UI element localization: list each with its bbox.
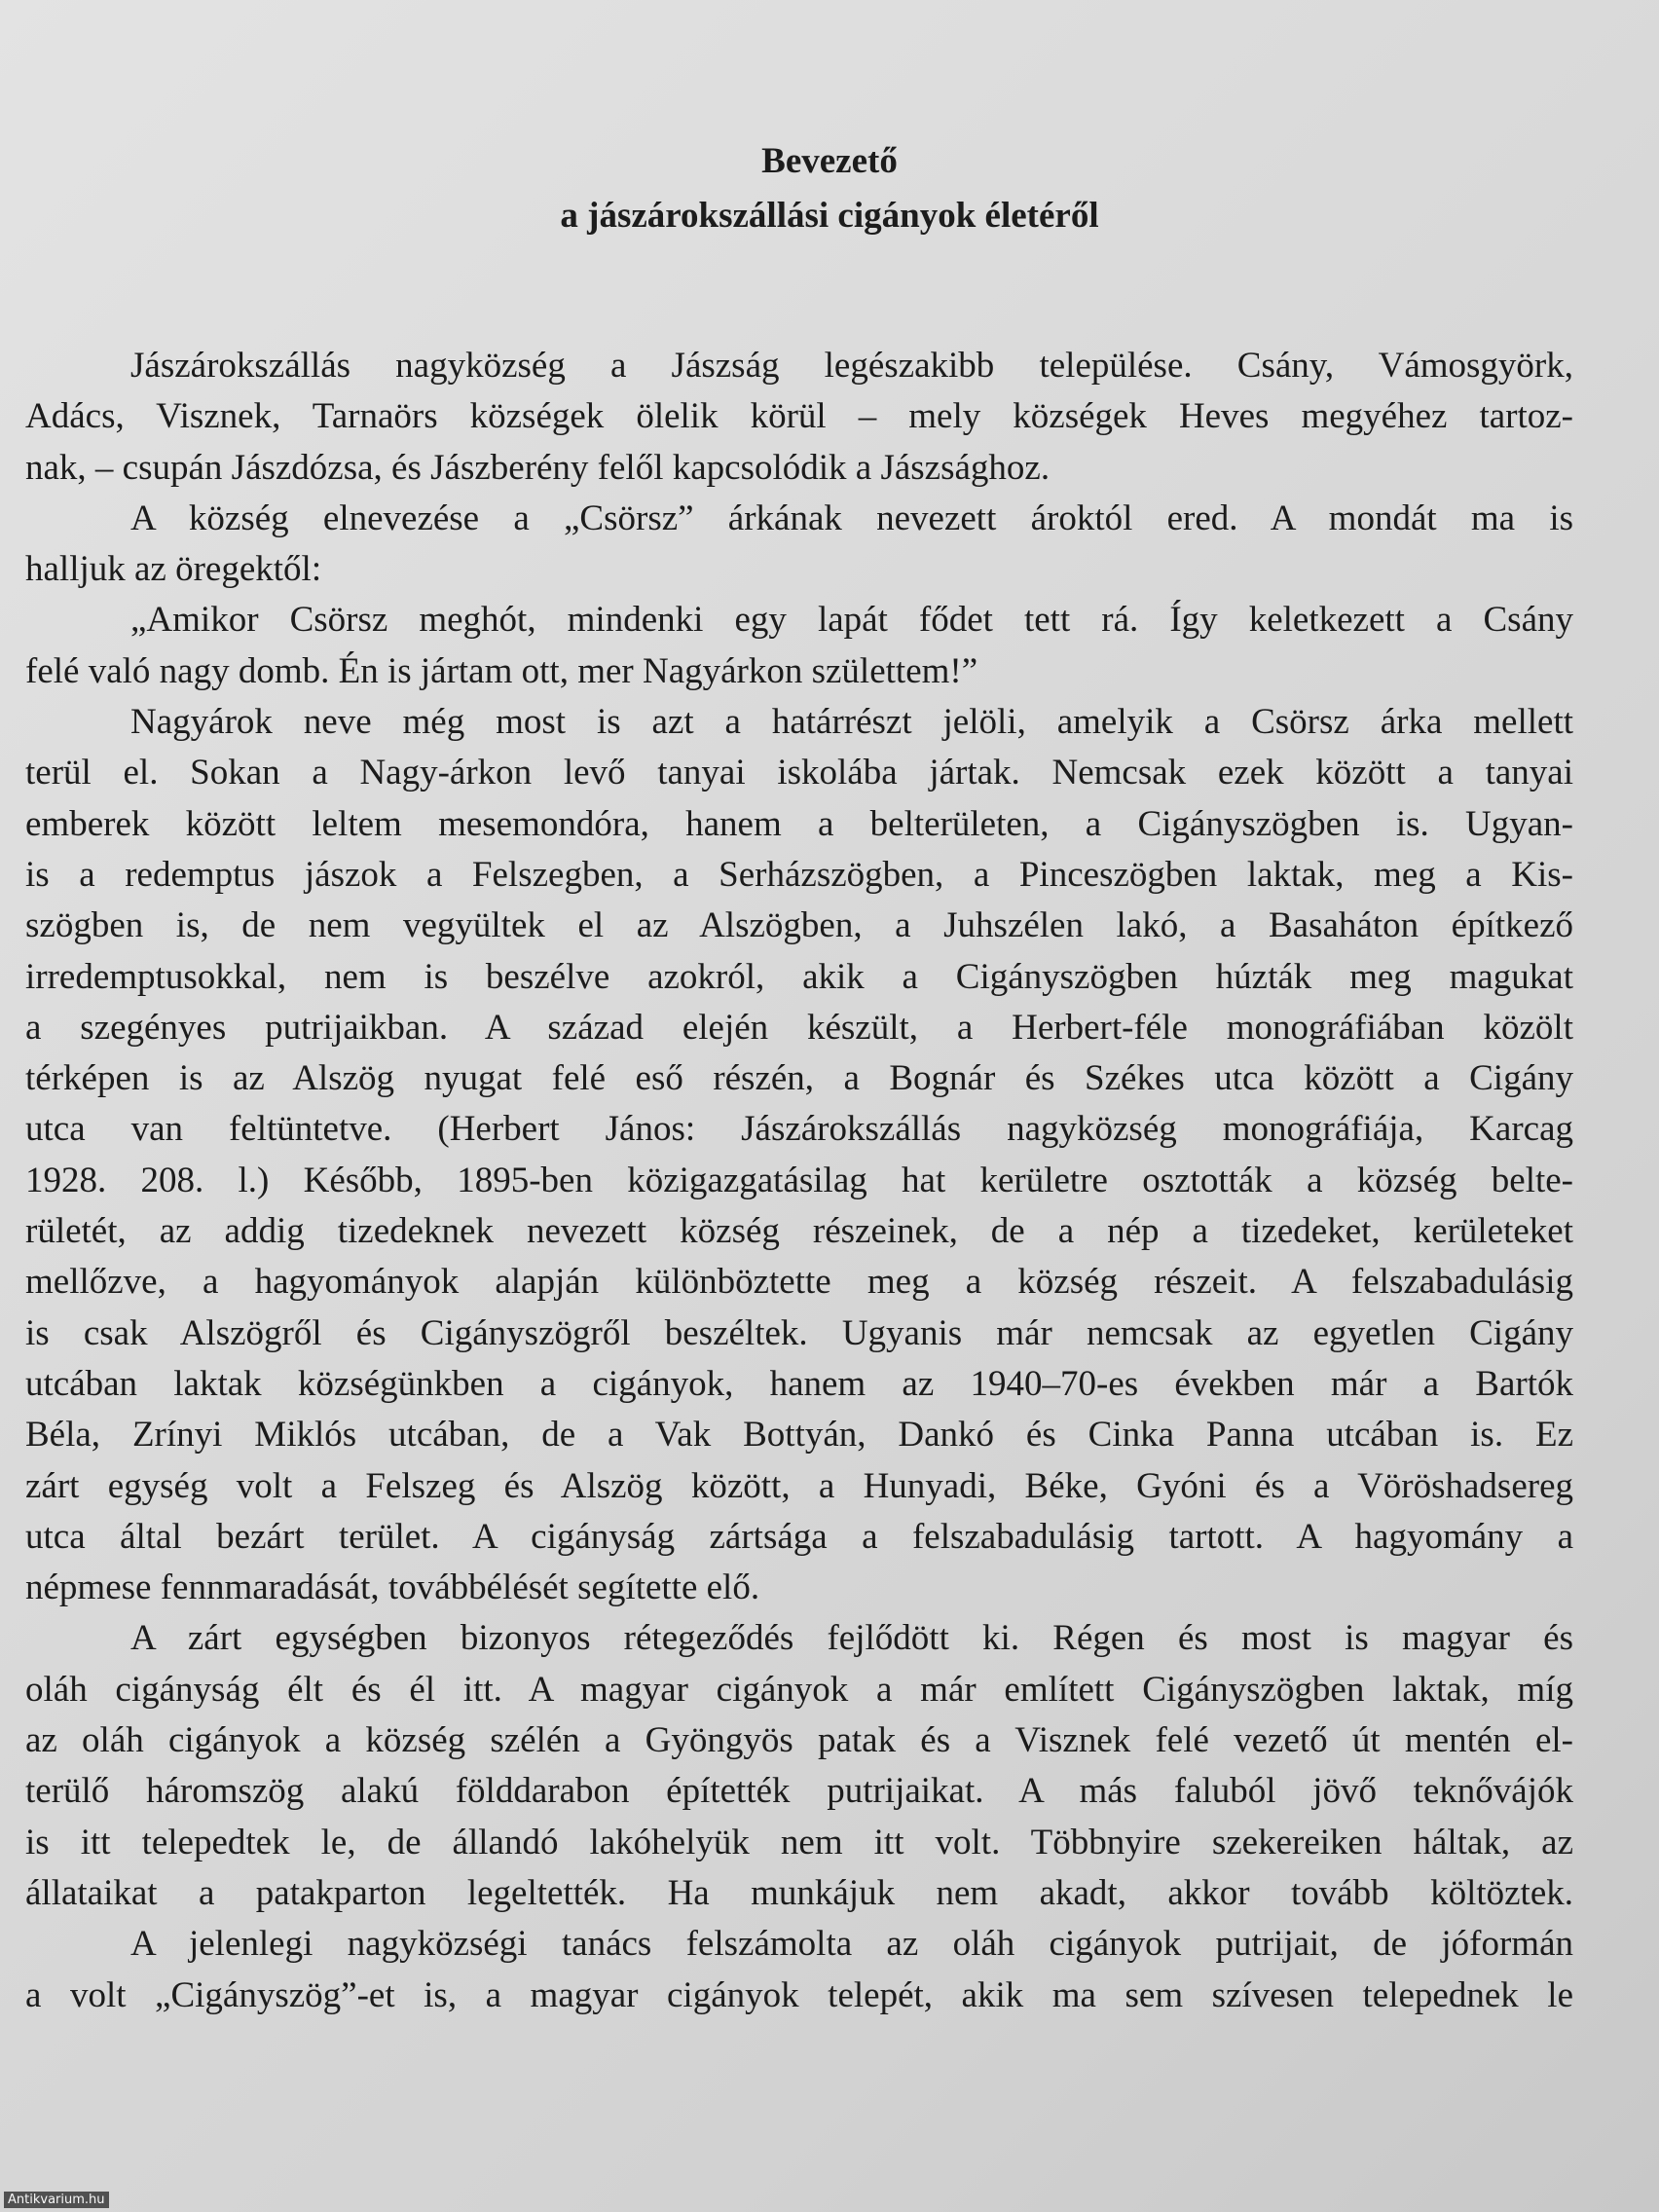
chapter-title-line-2: a jászárokszállási cigányok életéről [560,196,1099,236]
quote-line: felé való nagy domb. Én is jártam ott, mer Nagyárkon születtem!” [25,650,978,691]
text-line: terül el. Sokan a Nagy-árkon levő tanyai iskolába jártak. Nemcsak ezek között a tanyai [25,753,1573,793]
text-line: nak, – csupán Jászdózsa, és Jászberény felől kapcsolódik a Jászsághoz. [25,447,1051,488]
text-line: Béla, Zrínyi Miklós utcában, de a Vak Bottyán, Dankó és Cinka Panna utcában is. Ez [25,1415,1573,1456]
text-line: utca van feltüntetve. (Herbert János: Jászárokszállás nagyközség monográfiája, Karcag [25,1109,1573,1150]
text-line: szögben is, de nem vegyültek el az Alszögben, a Juhszélen lakó, a Basaháton építkező [25,905,1573,946]
text-line: oláh cigányság élt és él itt. A magyar cigányok a már említett Cigányszögben laktak, míg [25,1669,1573,1710]
text-line: Jászárokszállás nagyközség a Jászság legészakibb települése. Csány, Vámosgyörk, [130,346,1573,386]
text-line: A község elnevezése a „Csörsz” árkának nevezett ároktól ered. A mondát ma is [130,498,1573,538]
text-line: is a redemptus jászok a Felszegben, a Serházszögben, a Pinceszögben laktak, meg a Kis- [25,854,1573,895]
text-line: 1928. 208. l.) Később, 1895-ben közigazgatásilag hat kerületre osztották a község belte- [25,1160,1573,1200]
text-line: is csak Alszögről és Cigányszögről beszéltek. Ugyanis már nemcsak az egyetlen Cigány [25,1312,1573,1353]
text-line: a szegényes putrijaikban. A század elején készült, a Herbert-féle monográfiában közölt [25,1007,1573,1048]
text-line: is itt telepedtek le, de állandó lakóhelyük nem itt volt. Többnyire szekereiken háltak, az [25,1822,1573,1862]
text-line: Adács, Visznek, Tarnaörs községek ölelik körül – mely községek Heves megyéhez tartoz- [25,396,1573,437]
watermark: Antikvarium.hu [4,2192,109,2208]
text-line: emberek között leltem mesemondóra, hanem a belterületen, a Cigányszögben is. Ugyan- [25,803,1573,844]
text-line: utca által bezárt terület. A cigányság zártsága a felszabadulásig tartott. A hagyomány a [25,1516,1573,1557]
chapter-title-line-1: Bevezető [761,141,898,181]
text-line: Nagyárok neve még most is azt a határrészt jelöli, amelyik a Csörsz árka mellett [130,702,1573,743]
quote-line: „Amikor Csörsz meghót, mindenki egy lapát fődet tett rá. Így keletkezett a Csány [130,600,1573,641]
text-line: az oláh cigányok a község szélén a Gyöngyös patak és a Visznek felé vezető út mentén el- [25,1720,1573,1761]
text-line: térképen is az Alszög nyugat felé eső részén, a Bognár és Székes utca között a Cigány [25,1058,1573,1099]
text-line: A zárt egységben bizonyos rétegeződés fejlődött ki. Régen és most is magyar és [130,1618,1573,1659]
text-line: terülő háromszög alakú földdarabon építették putrijaikat. A más faluból jövő teknővájók [25,1771,1573,1812]
text-line: mellőzve, a hagyományok alapján különböztette meg a község részeit. A felszabadulásig [25,1262,1573,1303]
body-text [25,341,1573,2021]
text-line: A jelenlegi nagyközségi tanács felszámolta az oláh cigányok putrijait, de jóformán [130,1924,1573,1965]
text-line: utcában laktak községünkben a cigányok, hanem az 1940–70-es években már a Bartók [25,1363,1573,1404]
text-line: a volt „Cigányszög”-et is, a magyar cigányok telepét, akik ma sem szívesen telepednek le [25,1974,1573,2015]
text-line: rületét, az addig tizedeknek nevezett község részeinek, de a nép a tizedeket, kerületeket [25,1211,1573,1252]
text-line: halljuk az öregektől: [25,549,322,590]
text-line: népmese fennmaradását, továbbélését segítette elő. [25,1567,760,1608]
text-line: irredemptusokkal, nem is beszélve azokról, akik a Cigányszögben húzták meg magukat [25,956,1573,997]
text-line: zárt egység volt a Felszeg és Alszög között, a Hunyadi, Béke, Gyóni és a Vöröshadsereg [25,1465,1573,1506]
text-line: állataikat a patakparton legeltették. Ha munkájuk nem akadt, akkor tovább költöztek. [25,1872,1573,1913]
chapter-title [0,134,1659,243]
